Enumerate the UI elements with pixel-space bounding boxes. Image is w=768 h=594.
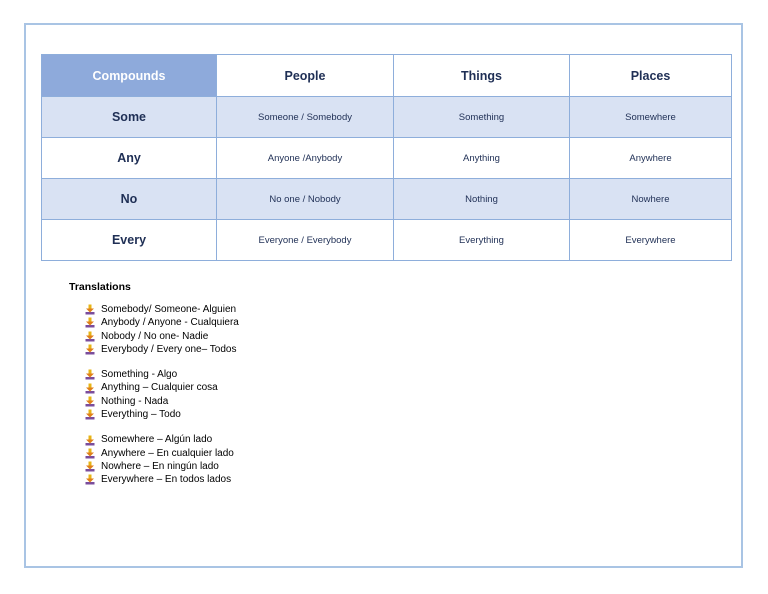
list-item-text: Anything – Cualquier cosa bbox=[101, 382, 218, 394]
cell-people: Anyone /Anybody bbox=[217, 138, 394, 179]
cell-places: Everywhere bbox=[570, 220, 732, 261]
table-row bbox=[42, 220, 732, 261]
arrow-down-bullet-icon bbox=[85, 396, 95, 407]
list-item-text: Anybody / Anyone - Cualquiera bbox=[101, 317, 239, 329]
list-item bbox=[85, 473, 239, 486]
arrow-down-bullet-icon bbox=[85, 461, 95, 472]
list-item-text: Anywhere – En cualquier lado bbox=[101, 447, 234, 459]
cell-places: Somewhere bbox=[570, 97, 732, 138]
translation-group-places bbox=[69, 433, 239, 486]
cell-things: Something bbox=[394, 97, 570, 138]
list-item bbox=[85, 447, 239, 460]
list-item bbox=[85, 460, 239, 473]
list-item bbox=[85, 316, 239, 329]
list-item bbox=[85, 408, 239, 421]
list-item-text: Everybody / Every one– Todos bbox=[101, 343, 237, 355]
translation-group-things bbox=[69, 368, 239, 421]
cell-people: Someone / Somebody bbox=[217, 97, 394, 138]
list-item-text: Somewhere – Algún lado bbox=[101, 434, 213, 446]
header-cell-compounds: Compounds bbox=[42, 55, 217, 97]
arrow-down-bullet-icon bbox=[85, 448, 95, 459]
arrow-down-bullet-icon bbox=[85, 435, 95, 446]
list-item-text: Something - Algo bbox=[101, 369, 178, 381]
row-label: Any bbox=[42, 138, 217, 179]
cell-people: No one / Nobody bbox=[217, 179, 394, 220]
header-cell-people: People bbox=[217, 55, 394, 97]
list-item-text: Everywhere – En todos lados bbox=[101, 474, 232, 486]
table-row bbox=[42, 179, 732, 220]
document-page bbox=[24, 23, 743, 568]
list-item bbox=[85, 330, 239, 343]
list-item-text: Nothing - Nada bbox=[101, 395, 169, 407]
arrow-down-bullet-icon bbox=[85, 383, 95, 394]
translation-group-people bbox=[69, 303, 239, 356]
header-cell-places: Places bbox=[570, 55, 732, 97]
cell-things: Anything bbox=[394, 138, 570, 179]
compounds-table bbox=[41, 54, 732, 261]
arrow-down-bullet-icon bbox=[85, 304, 95, 315]
arrow-down-bullet-icon bbox=[85, 369, 95, 380]
arrow-down-bullet-icon bbox=[85, 331, 95, 342]
list-item bbox=[85, 381, 239, 394]
row-label: No bbox=[42, 179, 217, 220]
arrow-down-bullet-icon bbox=[85, 409, 95, 420]
list-item-text: Everything – Todo bbox=[101, 409, 181, 421]
cell-people: Everyone / Everybody bbox=[217, 220, 394, 261]
list-item bbox=[85, 303, 239, 316]
list-item bbox=[85, 395, 239, 408]
row-label: Some bbox=[42, 97, 217, 138]
table-row bbox=[42, 138, 732, 179]
arrow-down-bullet-icon bbox=[85, 474, 95, 485]
table-header-row bbox=[42, 55, 732, 97]
header-cell-things: Things bbox=[394, 55, 570, 97]
list-item bbox=[85, 343, 239, 356]
translations-title: Translations bbox=[69, 281, 131, 293]
list-item-text: Nowhere – En ningún lado bbox=[101, 460, 219, 472]
translations-section bbox=[69, 281, 239, 499]
list-item-text: Nobody / No one- Nadie bbox=[101, 330, 209, 342]
cell-places: Anywhere bbox=[570, 138, 732, 179]
arrow-down-bullet-icon bbox=[85, 344, 95, 355]
list-item bbox=[85, 368, 239, 381]
arrow-down-bullet-icon bbox=[85, 317, 95, 328]
cell-things: Everything bbox=[394, 220, 570, 261]
list-item-text: Somebody/ Someone- Alguien bbox=[101, 304, 237, 315]
list-item bbox=[85, 433, 239, 446]
cell-places: Nowhere bbox=[570, 179, 732, 220]
cell-things: Nothing bbox=[394, 179, 570, 220]
row-label: Every bbox=[42, 220, 217, 261]
table-row bbox=[42, 97, 732, 138]
